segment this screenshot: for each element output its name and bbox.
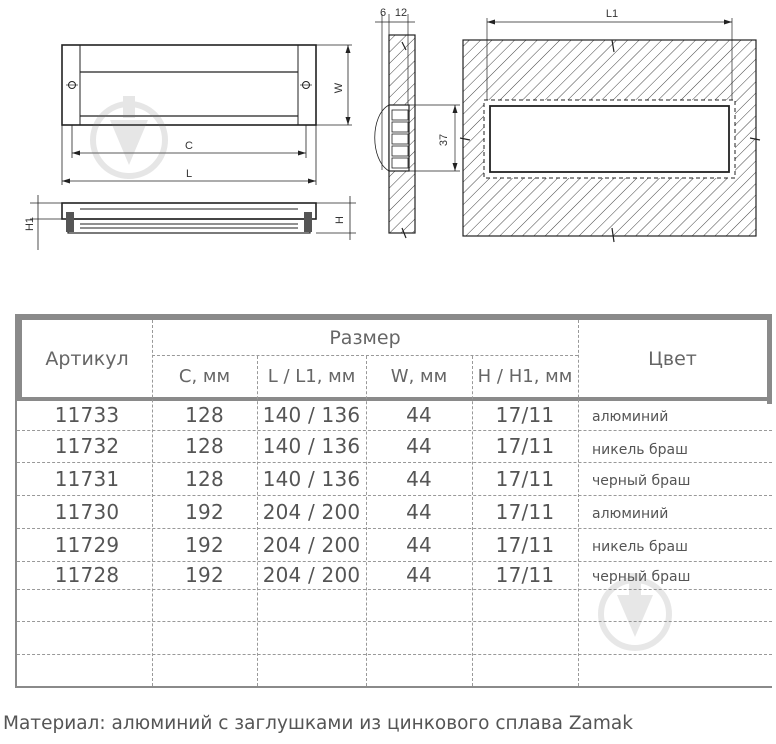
dim-37-label: 37 [438,133,450,147]
dim-l-label: L [185,168,193,180]
table-border-right [767,314,772,404]
table-cell-c: 192 [185,499,224,524]
watermark-logo [590,569,680,659]
table-border-bottom [15,686,772,688]
dim-l1-label: L1 [605,8,619,20]
cutout-view [460,8,760,242]
table-cell-l: 204 / 200 [262,532,361,557]
dim-6-label: 6 [379,7,387,19]
table-cell-h: 17/11 [495,499,555,524]
table-cell-l: 204 / 200 [262,563,361,587]
table-cell-w: 44 [406,403,432,427]
table-cell-l: 140 / 136 [262,403,361,427]
table-border-left-body [15,398,17,688]
bottom-view [24,195,356,250]
table-cell-color: алюминий [592,409,669,425]
table-cell-color: никель браш [592,538,688,555]
dim-w-label: W [333,82,345,94]
dim-h1-label: H1 [24,216,36,232]
header-w: W, мм [390,366,448,387]
table-cell-article: 11730 [54,499,120,524]
section-view [375,7,460,238]
table-cell-color: алюминий [592,505,669,522]
table-cell-article: 11728 [54,563,120,587]
header-size: Размер [329,326,401,349]
material-note: Материал: алюминий с заглушками из цинкового сплава Zamak [3,713,633,734]
table-cell-c: 192 [185,563,224,587]
table-cell-color: черный браш [592,472,691,489]
table-cell-article: 11731 [54,466,120,491]
table-cell-l: 140 / 136 [262,466,361,491]
table-cell-color: никель браш [592,442,688,458]
table-cell-c: 128 [185,434,224,458]
table-cell-h: 17/11 [495,563,555,587]
table-cell-w: 44 [406,434,432,458]
dim-12-label: 12 [394,7,408,19]
table-cell-h: 17/11 [495,466,555,491]
header-c: C, мм [178,366,231,387]
table-cell-article: 11729 [54,532,120,557]
header-article: Артикул [45,347,129,370]
dim-h-label: H [334,216,346,224]
watermark-logo [93,96,165,176]
table-cell-c: 192 [185,532,224,557]
table-cell-c: 128 [185,403,224,427]
header-color: Цвет [648,347,697,370]
table-cell-article: 11733 [54,403,120,427]
dim-c-label: C [185,140,193,152]
table-cell-color: черный браш [592,569,691,585]
table-cell-h: 17/11 [495,434,555,458]
table-cell-article: 11732 [54,434,120,458]
table-cell-w: 44 [406,466,432,491]
table-cell-w: 44 [406,563,432,587]
table-border-left [15,314,22,398]
spec-table [15,314,772,688]
technical-drawing [0,0,776,300]
table-cell-h: 17/11 [495,532,555,557]
table-cell-w: 44 [406,532,432,557]
header-h: H / H1, мм [477,366,573,387]
table-cell-l: 140 / 136 [262,434,361,458]
table-cell-c: 128 [185,466,224,491]
table-cell-w: 44 [406,499,432,524]
table-cell-h: 17/11 [495,403,555,427]
table-cell-l: 204 / 200 [262,499,361,524]
header-l: L / L1, мм [267,366,356,387]
